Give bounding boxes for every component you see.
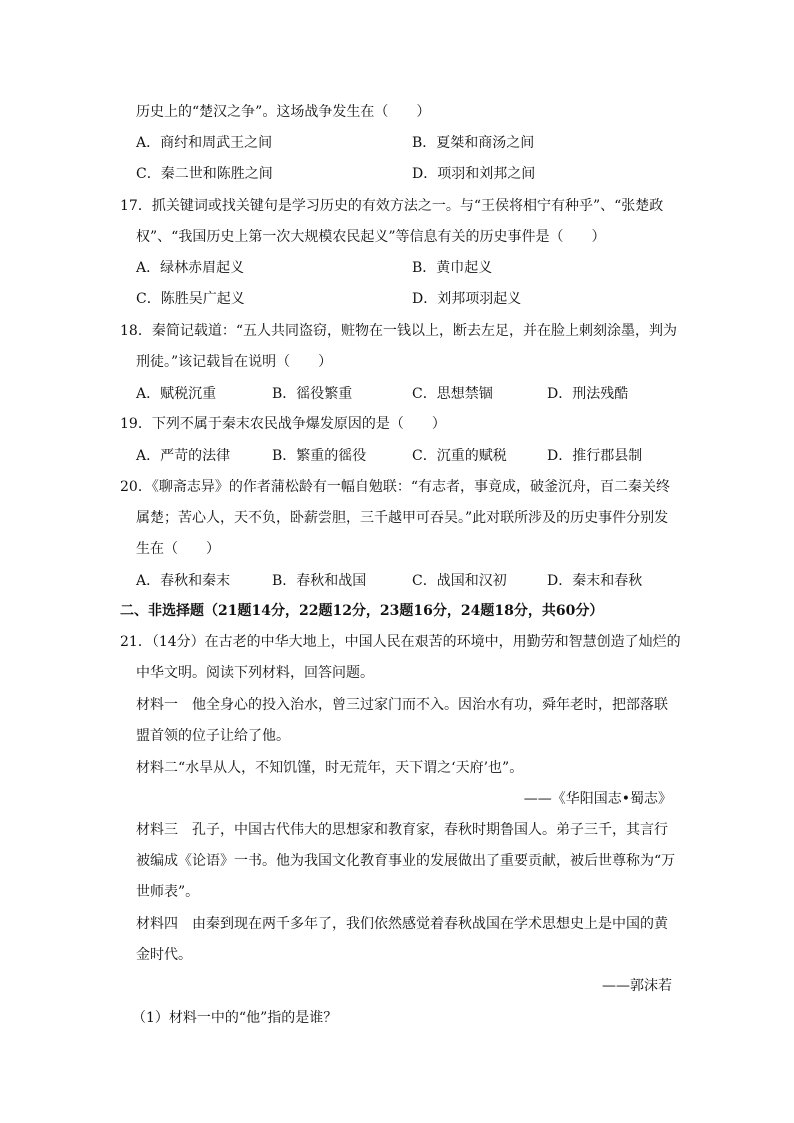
q16-option-b: B．夏桀和商汤之间 [412, 135, 535, 151]
material-1-line2: 盟首领的位子让给了他。 [136, 728, 290, 744]
material-3-line3: 世师表”。 [136, 884, 200, 900]
material-4-line2: 金时代。 [136, 947, 192, 963]
material-2-source: ——《华阳国志•蜀志》 [523, 791, 672, 807]
q20-option-b: B．春秋和战国 [272, 573, 367, 589]
material-1-line1: 材料一 他全身心的投入治水，曾三过家门而不入。因治水有功，舜年老时，把部落联 [136, 697, 668, 713]
q17-option-b: B．黄巾起义 [412, 260, 493, 276]
q19-option-c: C．沉重的赋税 [412, 448, 507, 464]
q21-subquestion-1: （1）材料一中的“他”指的是谁？ [132, 1010, 338, 1026]
q19-option-a: A．严苛的法律 [136, 448, 231, 464]
q16-option-d: D．项羽和刘邦之间 [412, 166, 536, 182]
q20-option-c: C．战国和汉初 [412, 573, 507, 589]
q20-line2: 属楚；苦心人，天不负，卧薪尝胆，三千越甲可吞吴。”此对联所涉及的历史事件分别发 [136, 510, 669, 526]
q18-line1: 18．秦简记载道：“五人共同盗窃，赃物在一钱以上，断去左足，并在脸上刺刻涂墨，判为 [120, 323, 677, 339]
q18-option-c: C．思想禁锢 [412, 386, 493, 402]
q17-option-c: C．陈胜吴广起义 [136, 291, 245, 307]
material-2-line1: 材料二“水旱从人，不知饥馑，时无荒年，天下谓之‘天府’也”。 [136, 760, 524, 776]
material-4-source: ——郭沫若 [602, 978, 672, 994]
q19-option-d: D．推行郡县制 [547, 448, 643, 464]
q17-line1: 17．抓关键词或找关键句是学习历史的有效方法之一。与“王侯将相宁有种乎”、“张楚政 [120, 198, 664, 214]
q17-option-d: D．刘邦项羽起义 [412, 291, 522, 307]
material-3-line2: 被编成《论语》一书。他为我国文化教育事业的发展做出了重要贡献，被后世尊称为“万 [136, 853, 676, 869]
q21-line2: 中华文明。阅读下列材料，回答问题。 [136, 665, 374, 681]
q20-line1: 20．《聊斋志异》的作者蒲松龄有一幅自勉联：“有志者，事竟成，破釜沉舟，百二秦关终 [120, 479, 670, 495]
q16-option-a: A．商纣和周武王之间 [136, 135, 273, 151]
q16-option-c: C．秦二世和陈胜之间 [136, 166, 273, 182]
q17-line2: 权”、“我国历史上第一次大规模农民起义”等信息有关的历史事件是（ ） [136, 229, 606, 245]
material-3-line1: 材料三 孔子，中国古代伟大的思想家和教育家，春秋时期鲁国人。弟子三千，其言行 [136, 822, 668, 838]
q19-line1: 19．下列不属于秦末农民战争爆发原因的是（ ） [120, 416, 446, 432]
q19-option-b: B．繁重的徭役 [272, 448, 367, 464]
q20-line3: 生在（ ） [136, 541, 220, 557]
q16-tail: 历史上的“楚汉之争”。这场战争发生在（ ） [136, 104, 431, 120]
material-4-line1: 材料四 由秦到现在两千多年了，我们依然感觉着春秋战国在学术思想史上是中国的黄 [136, 916, 668, 932]
q21-line1: 21．（14分）在古老的中华大地上，中国人民在艰苦的环境中，用勤劳和智慧创造了灿烂的 [120, 634, 681, 650]
q18-line2: 刑徒。”该记载旨在说明（ ） [136, 354, 333, 370]
q18-option-d: D．刑法残酷 [547, 386, 629, 402]
q18-option-a: A．赋税沉重 [136, 386, 217, 402]
q20-option-a: A．春秋和秦末 [136, 573, 231, 589]
q17-option-a: A．绿林赤眉起义 [136, 260, 245, 276]
q20-option-d: D．秦末和春秋 [547, 573, 643, 589]
section-heading: 二、非选择题（21题14分，22题12分，23题16分，24题18分，共60分） [120, 603, 604, 619]
q18-option-b: B．徭役繁重 [272, 386, 353, 402]
